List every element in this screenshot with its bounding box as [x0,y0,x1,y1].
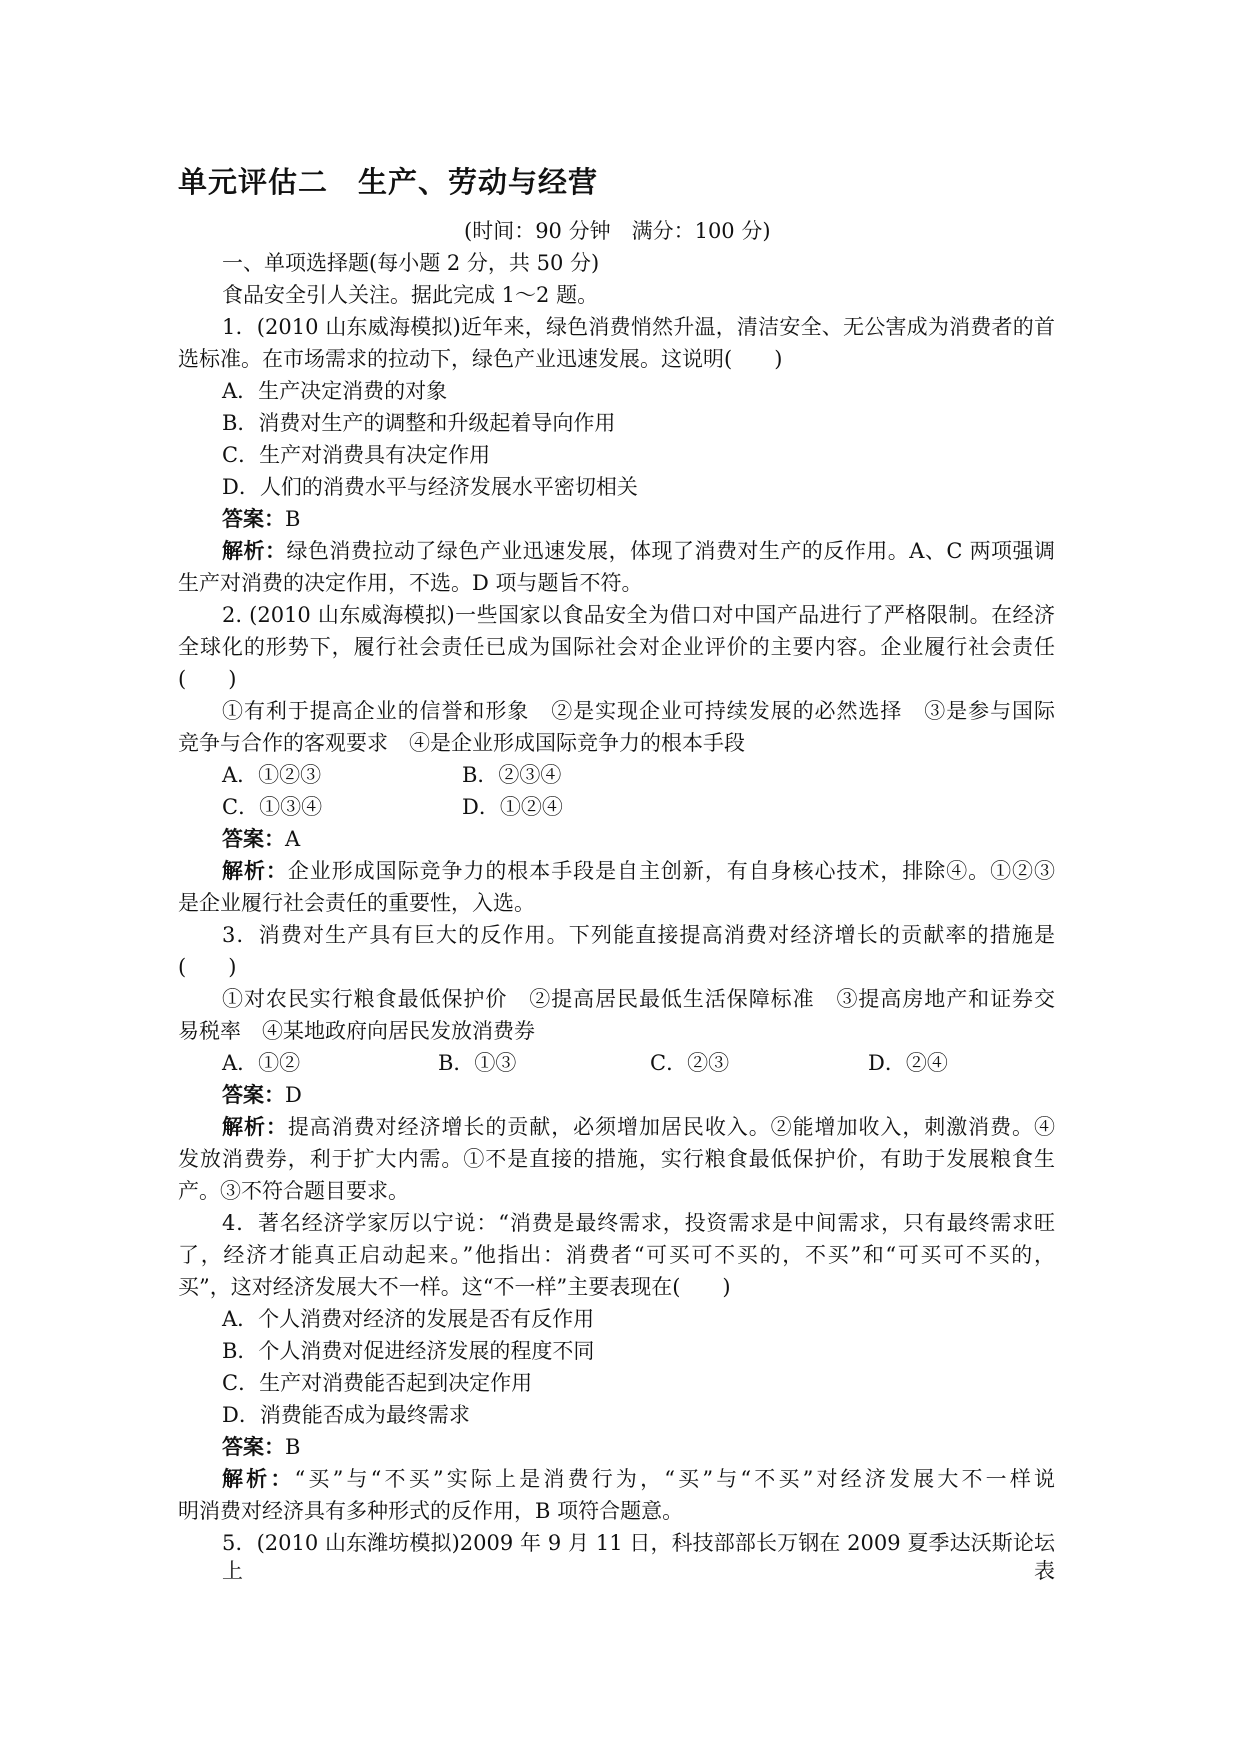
q1-option-a: A．生产决定消费的对象 [222,379,448,403]
q4-stem-line2: 了，经济才能真正启动起来。”他指出：消费者“可买可不买的，不买”和“可买可不买的， [178,1243,1055,1267]
answer-value: A [285,827,301,851]
q2-option-a: A．①②③ [222,763,322,787]
page-title: 单元评估二 生产、劳动与经营 [178,165,599,199]
q1-option-b: B．消费对生产的调整和升级起着导向作用 [222,411,616,435]
analysis-text: 绿色消费拉动了绿色产业迅速发展，体现了消费对生产的反作用。A、C 两项强调 [286,539,1056,563]
q3-analysis-line2: 发放消费券，利于扩大内需。①不是直接的措施，实行粮食最低保护价，有助于发展粮食生 [178,1147,1055,1171]
q1-option-c: C．生产对消费具有决定作用 [222,443,491,467]
answer-label: 答案： [222,826,285,851]
q1-answer [222,505,300,533]
q4-option-a: A．个人消费对经济的发展是否有反作用 [222,1307,595,1331]
answer-value: B [285,1435,301,1459]
analysis-text: 提高消费对经济增长的贡献，必须增加居民收入。②能增加收入，刺激消费。④ [287,1115,1056,1139]
q3-option-d: D．②④ [868,1051,948,1075]
q2-analysis-line2: 是企业履行社会责任的重要性，入选。 [178,891,535,915]
q4-answer [222,1433,300,1461]
answer-value: D [285,1083,302,1107]
q3-items-line1: ①对农民实行粮食最低保护价 ②提高居民最低生活保障标准 ③提高房地产和证券交 [222,987,1055,1011]
section-heading: 一、单项选择题(每小题 2 分，共 50 分) [222,251,600,275]
analysis-text: “买”与“不买”实际上是消费行为，“买”与“不买”对经济发展大不一样说 [294,1467,1055,1491]
intro-text: 食品安全引人关注。据此完成 1～2 题。 [222,283,599,307]
answer-label: 答案： [222,506,285,531]
q2-option-c: C．①③④ [222,795,323,819]
q4-stem-line1: 4．著名经济学家厉以宁说：“消费是最终需求，投资需求是中间需求，只有最终需求旺 [222,1211,1055,1235]
q2-stem-line3: ( ) [178,667,237,691]
q3-option-b: B．①③ [438,1051,517,1075]
q2-items-line2: 竞争与合作的客观要求 ④是企业形成国际竞争力的根本手段 [178,731,745,755]
q3-analysis-line3: 产。③不符合题目要求。 [178,1179,409,1203]
q4-stem-line3: 买”，这对经济发展大不一样。这“不一样”主要表现在( ) [178,1275,731,1299]
q4-option-b: B．个人消费对促进经济发展的程度不同 [222,1339,595,1363]
q1-option-d: D．人们的消费水平与经济发展水平密切相关 [222,475,638,499]
q3-option-a: A．①② [222,1051,301,1075]
q4-option-d: D．消费能否成为最终需求 [222,1403,470,1427]
q4-option-c: C．生产对消费能否起到决定作用 [222,1371,533,1395]
q1-analysis-line2: 生产对消费的决定作用，不选。D 项与题旨不符。 [178,571,643,595]
answer-label: 答案： [222,1434,285,1459]
exam-meta: (时间：90 分钟 满分：100 分) [464,219,771,243]
q3-stem-line2: ( ) [178,955,237,979]
q2-items-line1: ①有利于提高企业的信誉和形象 ②是实现企业可持续发展的必然选择 ③是参与国际 [222,699,1055,723]
analysis-text: 企业形成国际竞争力的根本手段是自主创新，有自身核心技术，排除④。①②③ [287,859,1056,883]
q2-stem-line2: 全球化的形势下，履行社会责任已成为国际社会对企业评价的主要内容。企业履行社会责任 [178,635,1055,659]
q5-stem-line1: 5．(2010 山东潍坊模拟)2009 年 9 月 11 日，科技部部长万钢在 2009 夏季达沃斯论坛上表 [222,1531,1055,1583]
answer-value: B [285,507,301,531]
q3-analysis-line1 [222,1113,1055,1141]
q3-option-c: C．②③ [650,1051,730,1075]
q3-stem-line1: 3．消费对生产具有巨大的反作用。下列能直接提高消费对经济增长的贡献率的措施是 [222,923,1055,947]
analysis-label: 解析： [222,1466,295,1491]
analysis-label: 解析： [222,538,287,563]
q4-analysis-line1 [222,1465,1055,1493]
q4-analysis-line2: 明消费对经济具有多种形式的反作用，B 项符合题意。 [178,1499,684,1523]
q2-answer [222,825,300,853]
q3-items-line2: 易税率 ④某地政府向居民发放消费券 [178,1019,535,1043]
q2-stem-line1: 2. (2010 山东威海模拟)一些国家以食品安全为借口对中国产品进行了严格限制。在经济 [222,603,1055,627]
analysis-label: 解析： [222,1114,288,1139]
q1-stem-line1: 1．(2010 山东威海模拟)近年来，绿色消费悄然升温，清洁安全、无公害成为消费者的首 [222,315,1055,339]
answer-label: 答案： [222,1082,285,1107]
q1-stem-line2: 选标准。在市场需求的拉动下，绿色产业迅速发展。这说明( ) [178,347,783,371]
q2-option-b: B．②③④ [462,763,562,787]
q2-option-d: D．①②④ [462,795,563,819]
q2-analysis-line1 [222,857,1055,885]
q3-answer [222,1081,302,1109]
q1-analysis-line1 [222,537,1055,565]
analysis-label: 解析： [222,858,288,883]
